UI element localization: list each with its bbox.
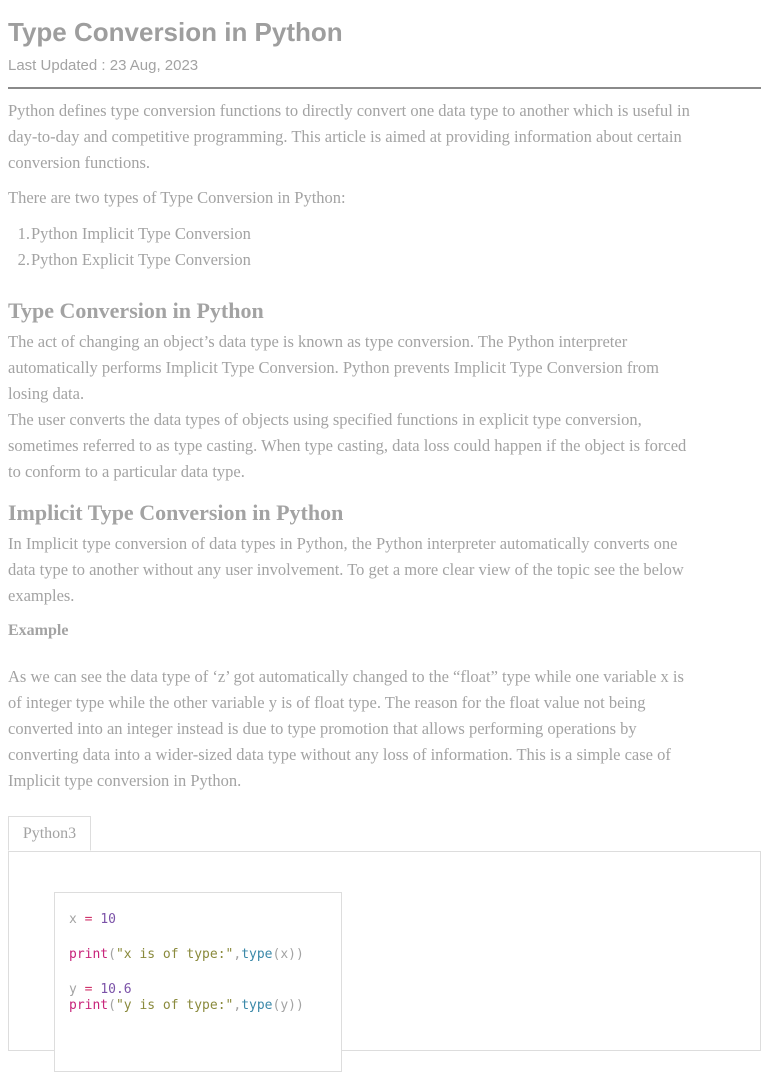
- list-number: 1.: [17, 224, 30, 243]
- conversion-types-list: [8, 221, 251, 273]
- last-updated: Last Updated : 23 Aug, 2023: [8, 57, 199, 74]
- code-line: [69, 997, 304, 1014]
- text-line: In Implicit type conversion of data types in Python, the Python interpreter automatically converts one: [8, 534, 678, 553]
- code-token: (: [108, 947, 116, 962]
- text-line: The user converts the data types of objects using specified functions in explicit type conversion,: [8, 410, 642, 429]
- code-token: type: [241, 947, 273, 962]
- text-line: losing data.: [8, 384, 85, 403]
- code-block[interactable]: [54, 892, 342, 1072]
- text-line: to conform to a particular data type.: [8, 462, 245, 481]
- code-line: [69, 911, 116, 928]
- list-item: [8, 221, 251, 247]
- code-token: (: [108, 998, 116, 1013]
- list-item-text: Python Implicit Type Conversion: [31, 224, 251, 243]
- text-line: sometimes referred to as type casting. When type casting, data loss could happen if the object is forced: [8, 436, 687, 455]
- section-heading-type-conversion: Type Conversion in Python: [8, 298, 264, 323]
- text-line: converted into an integer instead is due to type promotion that allows performing operations by: [8, 719, 637, 738]
- code-token: "x is of type:": [115, 947, 234, 962]
- code-token: y: [69, 982, 77, 997]
- section1-paragraph: [8, 329, 761, 485]
- code-line: [69, 946, 304, 963]
- code-token: "y is of type:": [115, 998, 234, 1013]
- list-item: [8, 247, 251, 273]
- text-line: data type to another without any user involvement. To get a more clear view of the topic see the below: [8, 560, 684, 579]
- code-line: [69, 981, 132, 998]
- text-line: Python defines type conversion functions to directly convert one data type to another which is useful in: [8, 101, 690, 120]
- explanation-paragraph: [8, 664, 761, 794]
- code-token: (x)): [272, 947, 304, 962]
- code-token: print: [69, 947, 109, 962]
- example-heading: Example: [8, 622, 69, 639]
- list-number: 2.: [17, 250, 30, 269]
- text-line: Implicit type conversion in Python.: [8, 771, 242, 790]
- code-token: x: [69, 912, 77, 927]
- tab-python3[interactable]: Python3: [8, 816, 91, 851]
- text-line: of integer type while the other variable y is of float type. The reason for the float value not being: [8, 693, 646, 712]
- code-token: (y)): [272, 998, 304, 1013]
- divider: [8, 87, 761, 89]
- code-tab-panel: [8, 851, 761, 1051]
- section-heading-implicit: Implicit Type Conversion in Python: [8, 500, 344, 525]
- code-token: 10: [100, 912, 116, 927]
- code-token: ,: [233, 947, 242, 962]
- page-title: Type Conversion in Python: [8, 17, 343, 47]
- code-token: ,: [233, 998, 242, 1013]
- code-token: =: [84, 912, 93, 927]
- text-line: conversion functions.: [8, 153, 151, 172]
- code-token: =: [84, 982, 93, 997]
- intro-paragraph: [8, 98, 761, 176]
- code-token: 10.6: [100, 982, 132, 997]
- text-line: As we can see the data type of ‘z’ got automatically changed to the “float” type while one variable x is: [8, 667, 684, 686]
- section2-paragraph: [8, 531, 761, 609]
- text-line: day-to-day and competitive programming. This article is aimed at providing information about certain: [8, 127, 682, 146]
- text-line: automatically performs Implicit Type Conversion. Python prevents Implicit Type Conversion from: [8, 358, 660, 377]
- intro-paragraph-2: There are two types of Type Conversion in Python:: [8, 188, 346, 207]
- text-line: examples.: [8, 586, 75, 605]
- code-token: type: [241, 998, 273, 1013]
- code-token: print: [69, 998, 109, 1013]
- text-line: The act of changing an object’s data type is known as type conversion. The Python interpreter: [8, 332, 628, 351]
- text-line: converting data into a wider-sized data type without any loss of information. This is a simple case of: [8, 745, 671, 764]
- list-item-text: Python Explicit Type Conversion: [31, 250, 251, 269]
